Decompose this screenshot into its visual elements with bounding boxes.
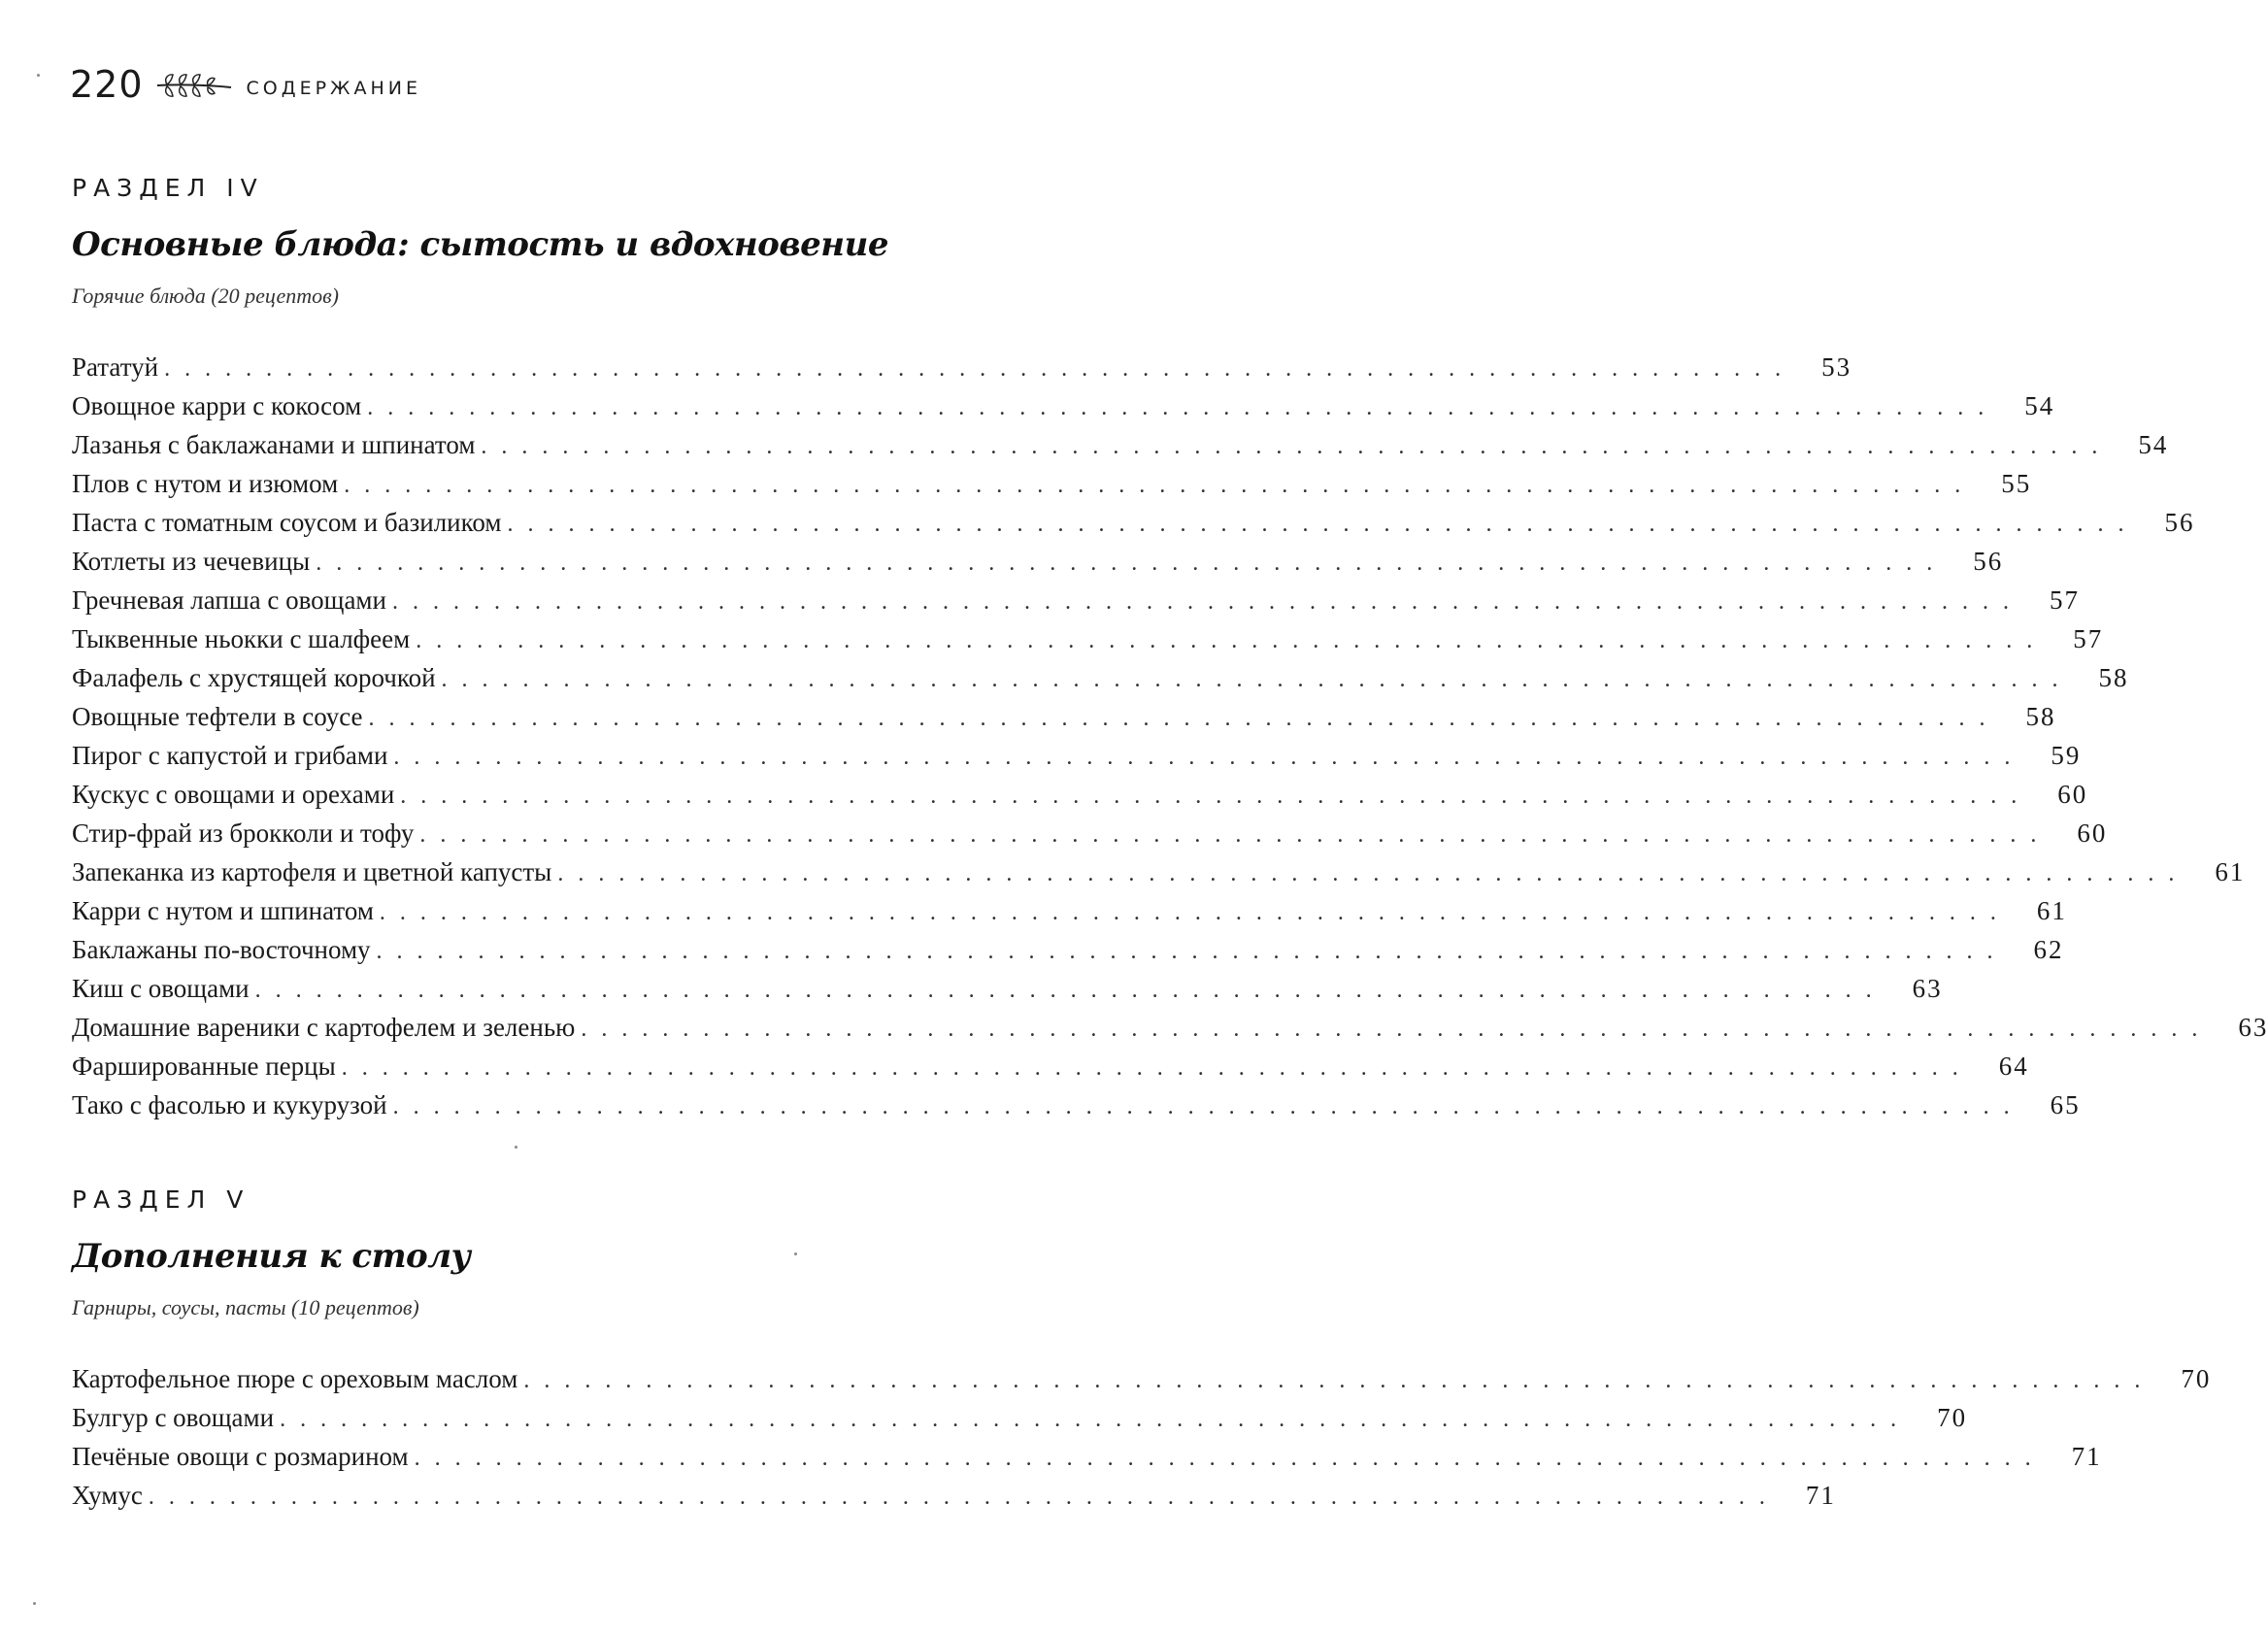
toc-entry-title: Тыквенные ньокки с шалфеем <box>72 619 416 658</box>
toc-entry-page: 71 <box>2071 1442 2102 1471</box>
toc-entry-page: 56 <box>1973 547 2004 576</box>
toc-entry-page: 54 <box>2024 391 2055 420</box>
dot-leader: ................................................................................ <box>341 1055 1973 1081</box>
toc-entry-page: 70 <box>1937 1403 1968 1432</box>
scan-speck <box>33 1602 36 1605</box>
toc-entry-page: 61 <box>2036 896 2067 925</box>
toc-entry <box>72 1476 1836 1515</box>
section-v-heading <box>72 1183 946 1322</box>
section-title: Основные блюда: сытость и вдохновение <box>72 225 888 264</box>
toc-entry-page: 63 <box>2238 1013 2268 1042</box>
scan-speck <box>794 1252 797 1255</box>
toc-entry <box>72 542 2004 581</box>
toc-entry-page: 58 <box>2098 663 2129 692</box>
dot-leader: ................................................................................ <box>523 1368 2155 1393</box>
toc-entry-title: Запеканка из картофеля и цветной капусты <box>72 852 557 891</box>
toc-entry <box>72 1359 2212 1398</box>
toc-entry-title: Овощное карри с кокосом <box>72 386 367 425</box>
dot-leader: ................................................................................ <box>376 939 2008 964</box>
toc-entry-title: Карри с нутом и шпинатом <box>72 891 380 930</box>
section-label: РАЗДЕЛ V <box>72 1185 250 1214</box>
dot-leader: ................................................................................ <box>367 395 1999 420</box>
toc-entry-page: 64 <box>1998 1052 2029 1081</box>
toc-entry-title: Кускус с овощами и орехами <box>72 775 400 814</box>
toc-entry <box>72 581 2080 619</box>
toc-entry <box>72 852 2246 891</box>
dot-leader: ................................................................................ <box>507 512 2139 537</box>
section-title: Дополнения к столу <box>72 1237 471 1276</box>
toc-entry <box>72 814 2108 852</box>
toc-entry-page: 60 <box>2057 780 2088 809</box>
toc-entry <box>72 658 2129 697</box>
toc-entry-title: Киш с овощами <box>72 969 255 1008</box>
section-label: РАЗДЕЛ IV <box>72 174 264 202</box>
toc-entry <box>72 736 2082 775</box>
toc-entry <box>72 464 2032 503</box>
toc-entry <box>72 1398 1968 1437</box>
toc-entry-title: Хумус <box>72 1476 149 1515</box>
toc-entry-title: Стир-фрай из брокколи и тофу <box>72 814 419 852</box>
dot-leader: ................................................................................ <box>400 784 2032 809</box>
dot-leader: ................................................................................ <box>419 822 2051 848</box>
toc-entry-page: 54 <box>2138 430 2169 459</box>
dot-leader: ................................................................................ <box>164 356 1796 382</box>
toc-entry <box>72 969 1943 1008</box>
toc-entry <box>72 1047 2029 1085</box>
toc-entry <box>72 1437 2102 1476</box>
toc-entry-page: 63 <box>1912 974 1943 1003</box>
dot-leader: ................................................................................ <box>416 628 2048 653</box>
toc-entry-title: Домашние вареники с картофелем и зеленью <box>72 1008 581 1047</box>
toc-entry-title: Фаршированные перцы <box>72 1047 342 1085</box>
section-subtitle: Горячие блюда (20 рецептов) <box>72 284 339 308</box>
toc-entry <box>72 1008 2268 1047</box>
toc-entry-title: Печёные овощи с розмарином <box>72 1437 415 1476</box>
toc-entry-page: 55 <box>2001 469 2032 498</box>
section-iv-heading <box>72 171 946 311</box>
toc-entry-page: 65 <box>2050 1090 2081 1119</box>
toc-list-section-iv <box>72 348 2268 1124</box>
dot-leader: ................................................................................ <box>316 551 1948 576</box>
toc-entry-title: Картофельное пюре с ореховым маслом <box>72 1359 523 1398</box>
toc-entry-page: 71 <box>1805 1481 1836 1510</box>
toc-entry-page: 57 <box>2049 585 2080 615</box>
dot-leader: ................................................................................ <box>392 1094 2024 1119</box>
toc-list-section-v <box>72 1359 2212 1515</box>
toc-entry-title: Овощные тефтели в соусе <box>72 697 369 736</box>
dot-leader: ................................................................................ <box>344 473 1976 498</box>
page-number: 220 <box>70 63 144 106</box>
section-subtitle: Гарниры, соусы, пасты (10 рецептов) <box>72 1295 419 1319</box>
toc-entry-title: Плов с нутом и изюмом <box>72 464 344 503</box>
dot-leader: ................................................................................ <box>391 589 2023 615</box>
toc-entry-title: Котлеты из чечевицы <box>72 542 316 581</box>
toc-entry-page: 56 <box>2164 508 2195 537</box>
toc-entry-title: Паста с томатным соусом и базиликом <box>72 503 507 542</box>
toc-entry <box>72 1085 2081 1124</box>
toc-entry-page: 53 <box>1821 352 1852 382</box>
toc-entry-page: 61 <box>2215 857 2246 886</box>
toc-entry-title: Фалафель с хрустящей корочкой <box>72 658 442 697</box>
toc-entry-title: Баклажаны по-восточному <box>72 930 377 969</box>
toc-entry <box>72 503 2195 542</box>
toc-entry-title: Булгур с овощами <box>72 1398 280 1437</box>
toc-entry-title: Тако с фасолью и кукурузой <box>72 1085 393 1124</box>
toc-entry-page: 60 <box>2077 818 2108 848</box>
toc-entry <box>72 425 2169 464</box>
dot-leader: ................................................................................ <box>393 745 2025 770</box>
toc-entry <box>72 930 2064 969</box>
dot-leader: ................................................................................ <box>368 706 2000 731</box>
toc-entry-title: Пирог с капустой и грибами <box>72 736 393 775</box>
toc-entry-title: Лазанья с баклажанами и шпинатом <box>72 425 481 464</box>
dot-leader: ................................................................................ <box>254 978 1886 1003</box>
scan-speck <box>515 1146 517 1149</box>
toc-entry <box>72 697 2056 736</box>
dot-leader: ................................................................................ <box>414 1446 2046 1471</box>
dot-leader: ................................................................................ <box>148 1485 1780 1510</box>
dot-leader: ................................................................................ <box>280 1407 1912 1432</box>
toc-entry <box>72 386 2055 425</box>
toc-entry-page: 57 <box>2073 624 2104 653</box>
toc-entry-page: 58 <box>2025 702 2056 731</box>
toc-entry-title: Рататуй <box>72 348 164 386</box>
dot-leader: ................................................................................ <box>581 1017 2213 1042</box>
toc-entry-title: Гречневая лапша с овощами <box>72 581 392 619</box>
toc-entry <box>72 775 2088 814</box>
toc-entry <box>72 891 2067 930</box>
dot-leader: ................................................................................ <box>557 861 2189 886</box>
toc-entry-page: 62 <box>2033 935 2064 964</box>
dot-leader: ................................................................................ <box>379 900 2011 925</box>
dot-leader: ................................................................................ <box>441 667 2073 692</box>
toc-entry <box>72 619 2104 658</box>
scan-speck <box>37 74 40 77</box>
toc-entry-page: 70 <box>2181 1364 2212 1393</box>
toc-entry-page: 59 <box>2051 741 2082 770</box>
sprig-icon <box>155 70 233 99</box>
toc-entry <box>72 348 1852 386</box>
running-header <box>70 60 421 109</box>
header-title: СОДЕРЖАНИЕ <box>246 78 422 99</box>
dot-leader: ................................................................................ <box>481 434 2113 459</box>
